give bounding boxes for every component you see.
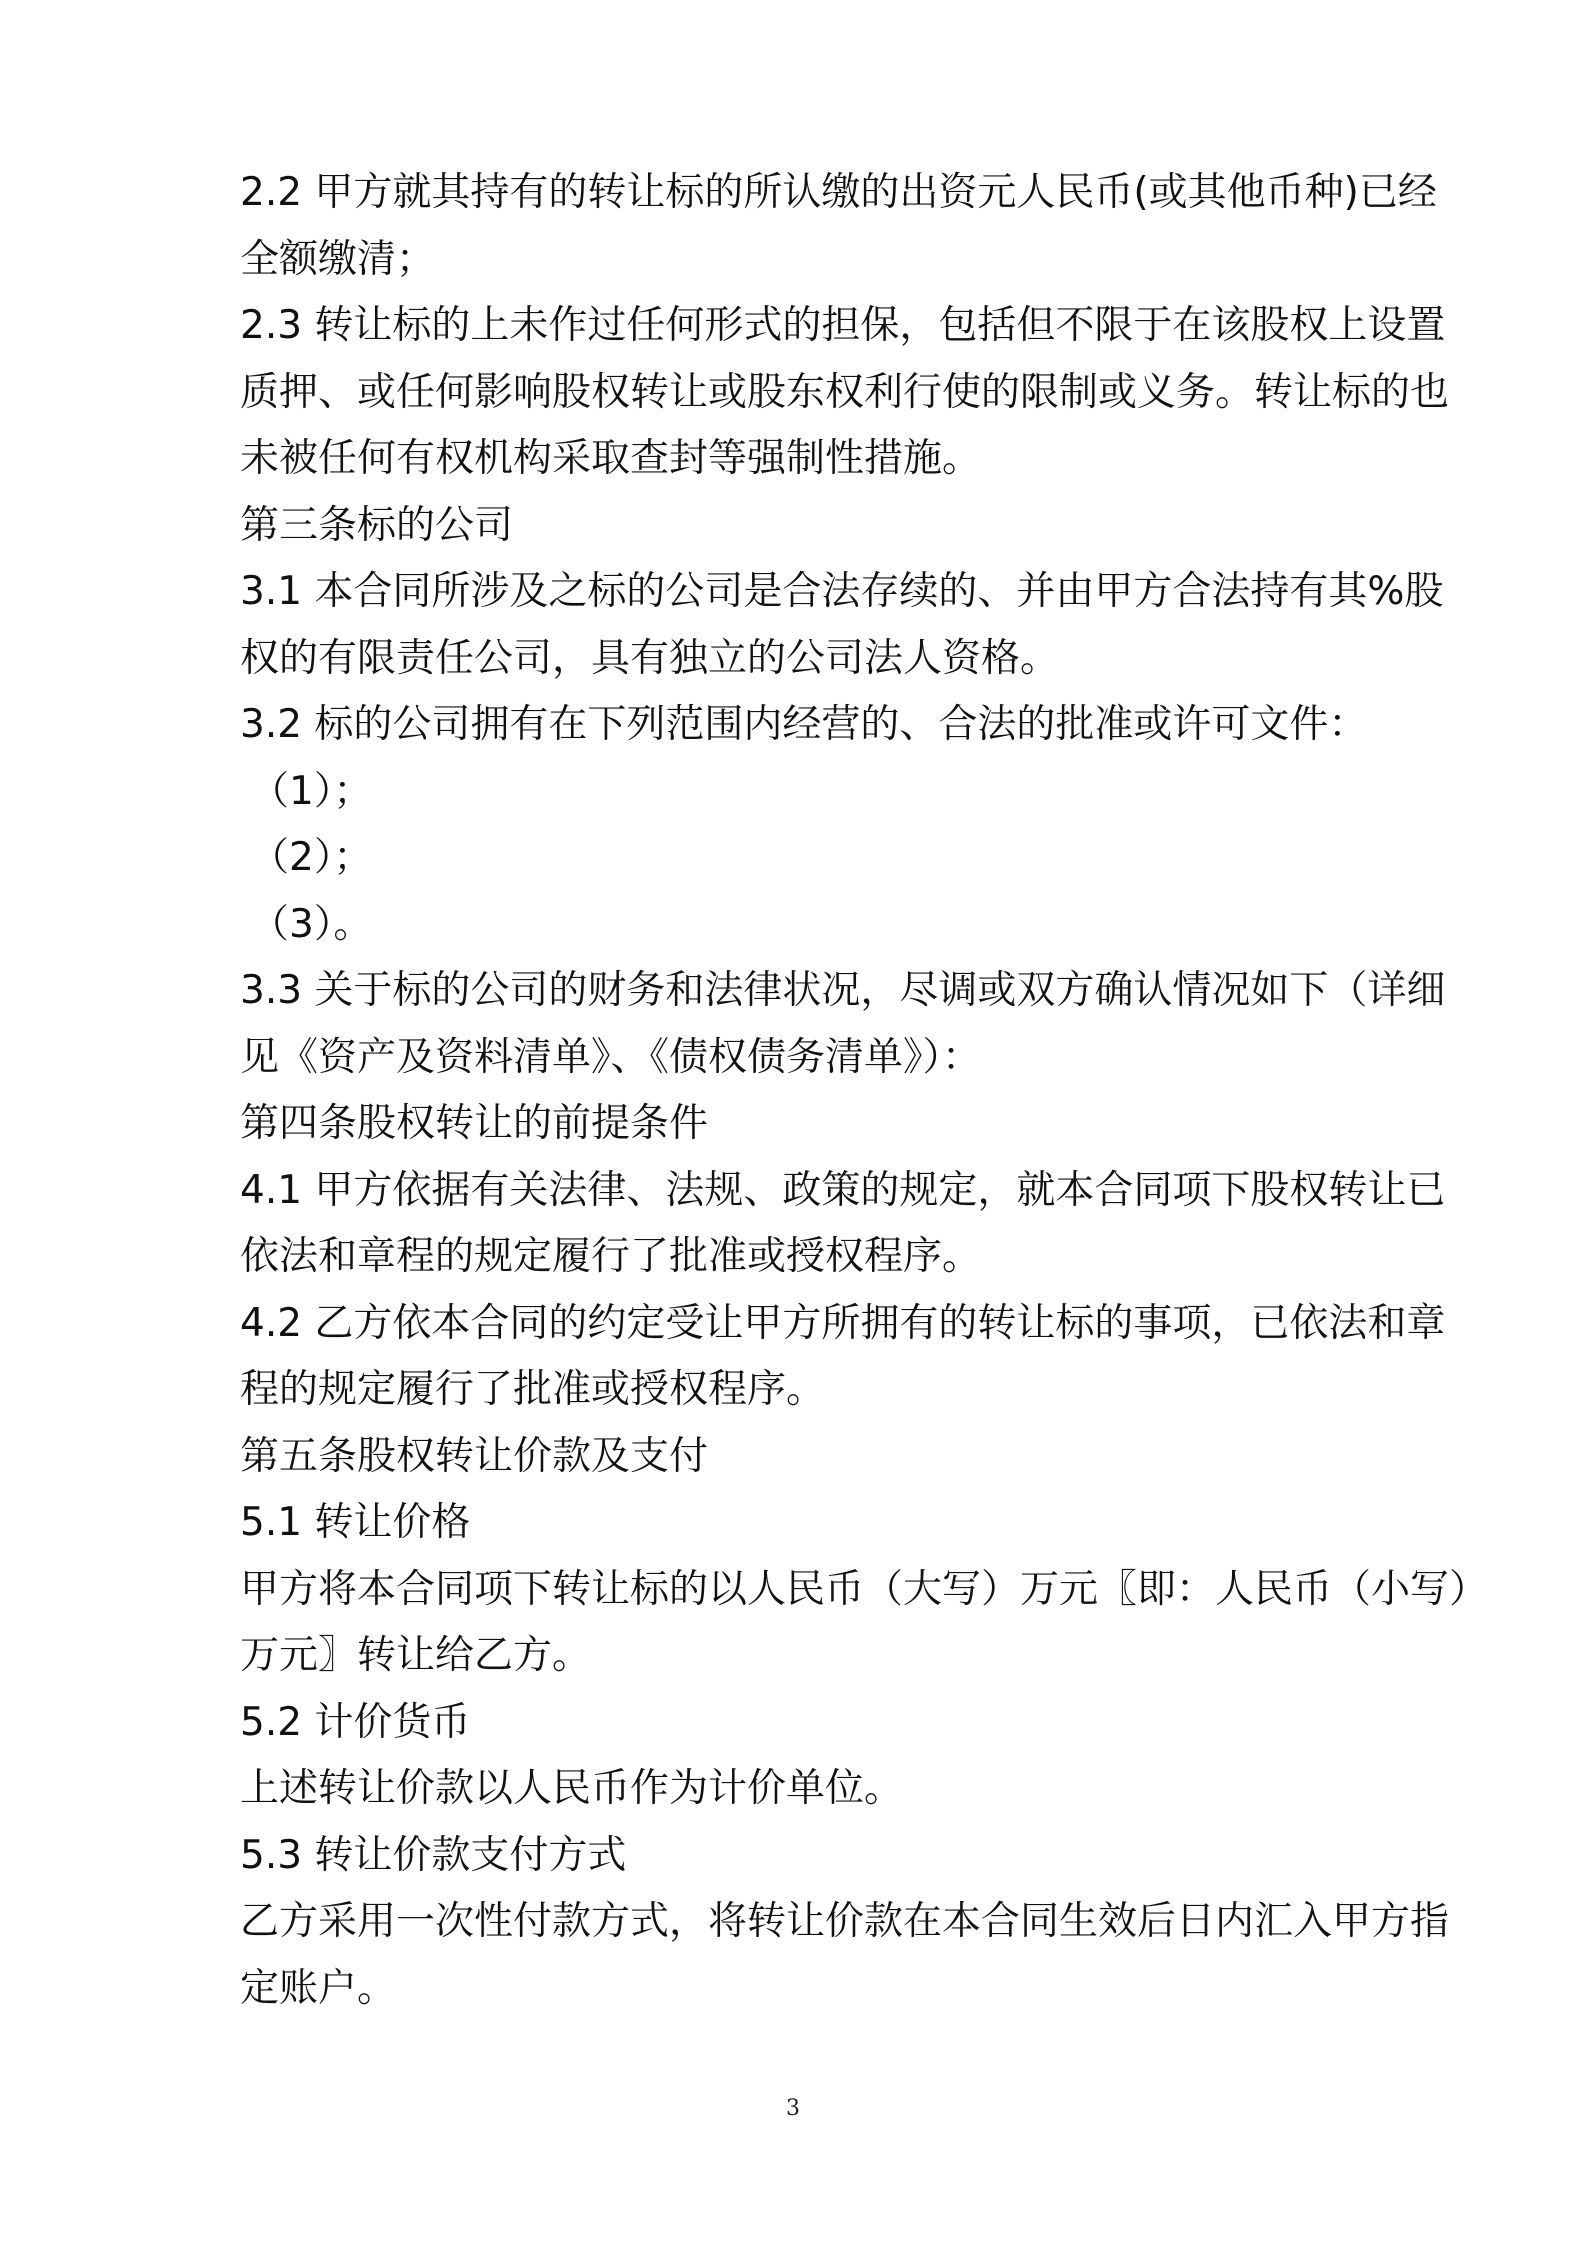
text-line: 2.3 转让标的上未作过任何形式的担保，包括但不限于在该股权上设置 [240, 303, 1446, 348]
text-line: 全额缴清； [240, 236, 436, 282]
text-line: 万元〗转让给乙方。 [240, 1633, 592, 1678]
list-item: （3）。 [250, 901, 373, 947]
subsection-heading: 5.3 转让价款支付方式 [240, 1832, 627, 1878]
text-line: 权的有限责任公司，具有独立的公司法人资格。 [240, 635, 1060, 681]
text-line: 3.1 本合同所涉及之标的公司是合法存续的、并由甲方合法持有其%股 [240, 569, 1444, 614]
text-line: 甲方将本合同项下转让标的以人民币（大写）万元〖即：人民币（小写） [240, 1566, 1489, 1612]
list-item: （1）； [250, 768, 373, 814]
text-line: 3.3 关于标的公司的财务和法律状况，尽调或双方确认情况如下（详细 [240, 968, 1446, 1013]
section-heading: 第三条标的公司 [240, 502, 514, 548]
text-line: 未被任何有权机构采取查封等强制性措施。 [240, 436, 982, 481]
subsection-heading: 5.1 转让价格 [240, 1500, 471, 1545]
subsection-heading: 5.2 计价货币 [240, 1699, 471, 1745]
section-heading: 第四条股权转让的前提条件 [240, 1101, 709, 1146]
text-line: 定账户。 [240, 1965, 397, 2011]
text-line: 4.1 甲方依据有关法律、法规、政策的规定，就本合同项下股权转让已 [240, 1167, 1446, 1213]
text-line: 见《资产及资料清单》、《债权债务清单》）： [240, 1034, 982, 1080]
text-line: 2.2 甲方就其持有的转让标的所认缴的出资元人民币(或其他币种)已经 [240, 170, 1437, 215]
text-line: 上述转让价款以人民币作为计价单位。 [240, 1766, 904, 1811]
text-line: 质押、或任何影响股权转让或股东权利行使的限制或义务。转让标的也 [240, 369, 1450, 415]
document-body [240, 160, 1489, 2022]
section-heading: 第五条股权转让价款及支付 [240, 1433, 709, 1479]
text-line: 乙方采用一次性付款方式，将转让价款在本合同生效后日内汇入甲方指 [240, 1899, 1450, 1944]
text-line: 4.2 乙方依本合同的约定受让甲方所拥有的转让标的事项，已依法和章 [240, 1300, 1446, 1346]
text-line: 3.2 标的公司拥有在下列范围内经营的、合法的批准或许可文件： [240, 702, 1368, 747]
text-line: 程的规定履行了批准或授权程序。 [240, 1367, 826, 1412]
list-item: （2）； [250, 835, 373, 880]
text-line: 依法和章程的规定履行了批准或授权程序。 [240, 1234, 982, 1279]
page-number: 3 [786, 2096, 800, 2121]
